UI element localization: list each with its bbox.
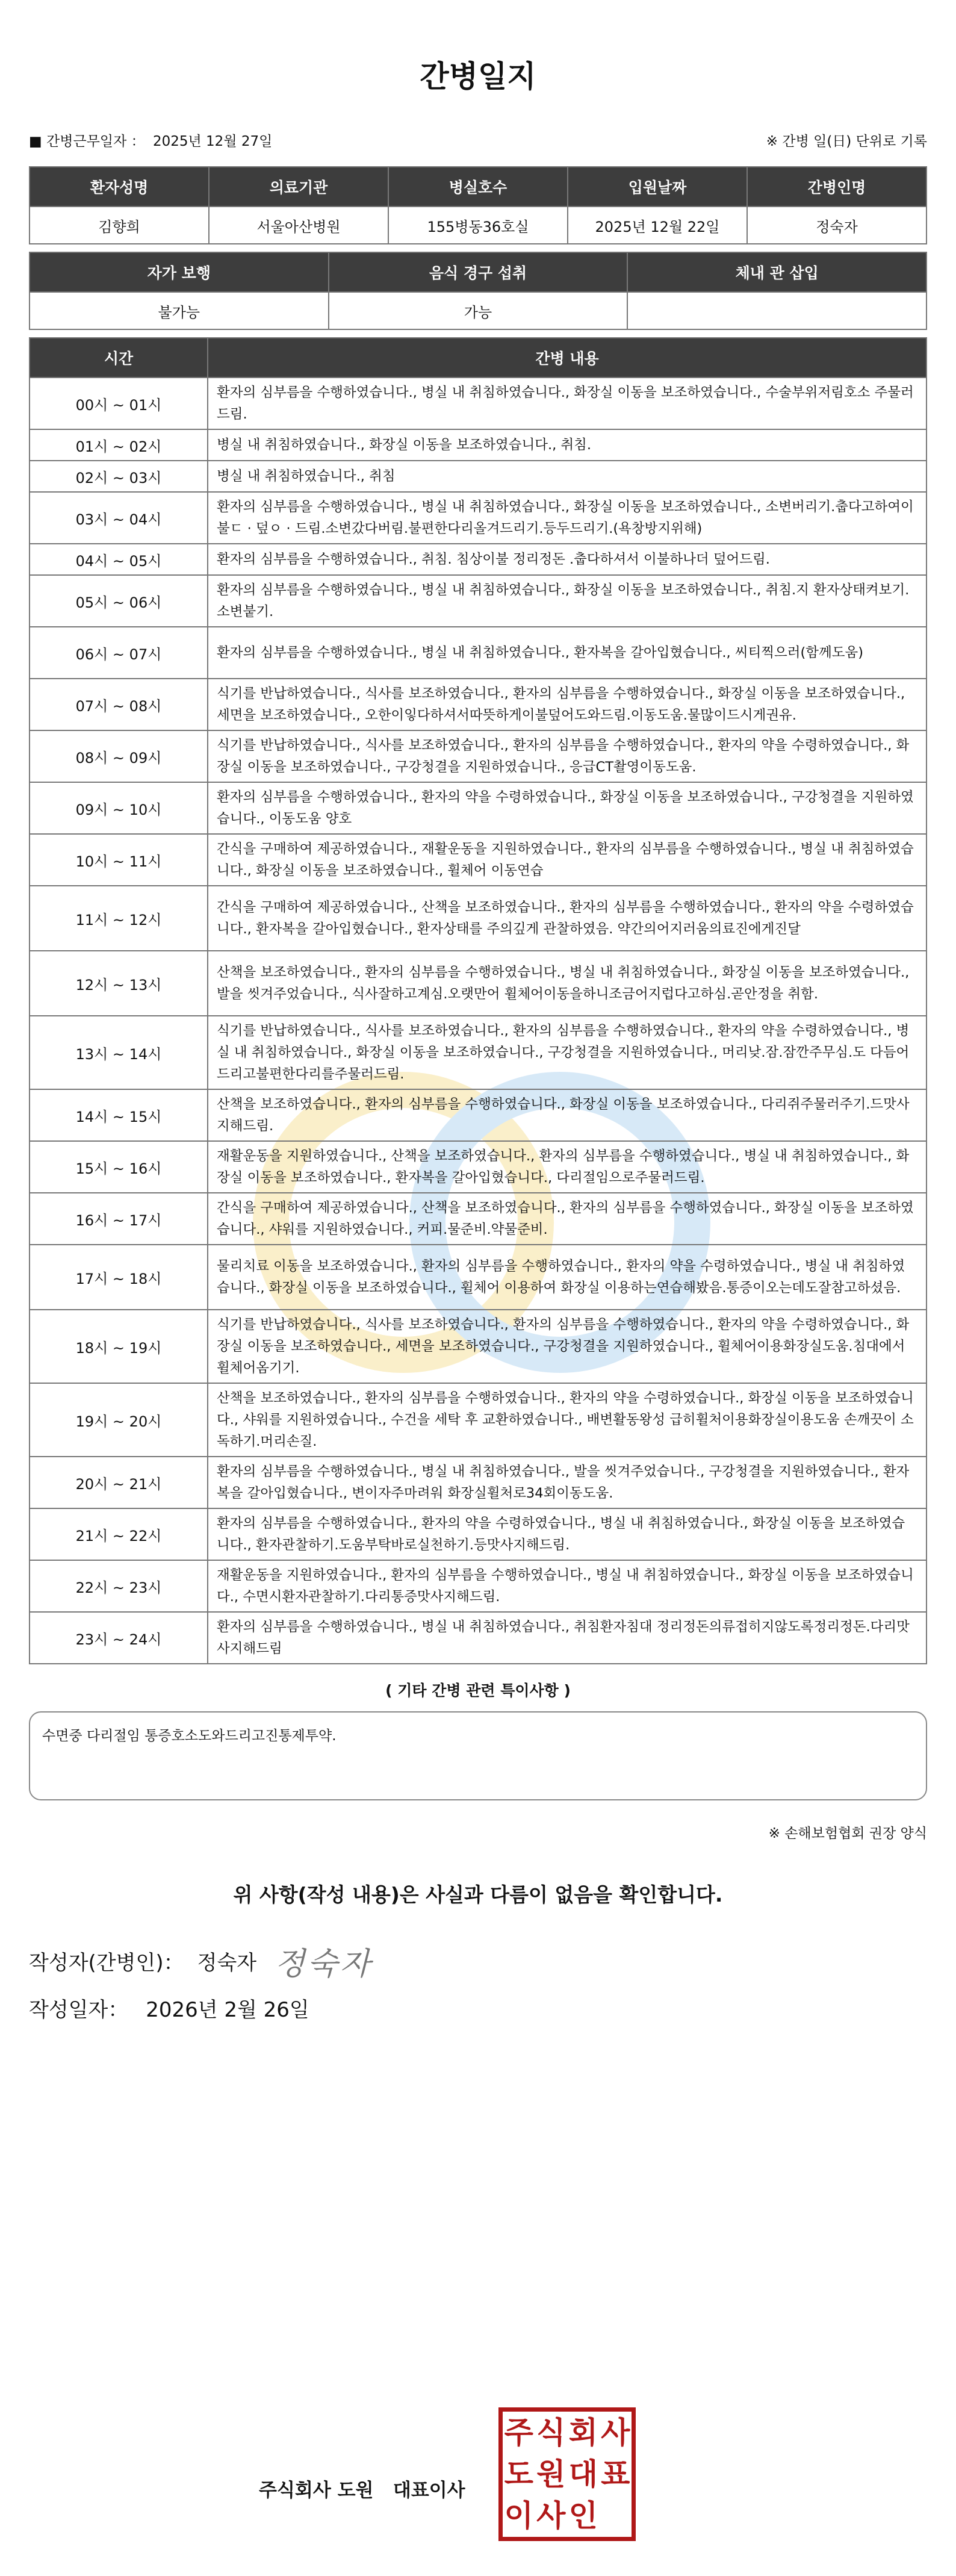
- log-content: 환자의 심부름을 수행하였습니다., 병실 내 취침하였습니다., 화장실 이동을 보조하였습니다., 수술부위저림호소 주물러드림.: [208, 378, 927, 429]
- log-row: [29, 429, 927, 461]
- log-time: 02시 ~ 03시: [29, 461, 208, 492]
- patient-header-4: 간병인명: [747, 167, 927, 207]
- log-time: 11시 ~ 12시: [29, 886, 208, 951]
- log-content: 환자의 심부름을 수행하였습니다., 취침. 침상이불 정리정돈 .춥다하셔서 이불하나더 덮어드림.: [208, 544, 927, 575]
- work-date: [29, 130, 276, 150]
- seal-char: 사: [601, 2415, 630, 2450]
- log-time: 00시 ~ 01시: [29, 378, 208, 429]
- log-row: [29, 1612, 927, 1664]
- log-time: 18시 ~ 19시: [29, 1310, 208, 1383]
- work-date-label: ■ 간병근무일자 ：: [29, 133, 145, 149]
- form-footnote: ※ 손해보험협회 권장 양식: [768, 1826, 927, 1841]
- log-time: 21시 ~ 22시: [29, 1508, 208, 1560]
- seal-char: 도: [504, 2456, 533, 2492]
- log-time: 13시 ~ 14시: [29, 1016, 208, 1089]
- log-row: [29, 1245, 927, 1310]
- ability-header-2: 체내 관 삽입: [627, 252, 927, 292]
- unit-note: ※ 간병 일(日) 단위로 기록: [766, 133, 927, 149]
- log-content: 환자의 심부름을 수행하였습니다., 환자의 약을 수령하였습니다., 화장실 이동을 보조하였습니다., 구강청결을 지원하였습니다., 이동도움 양호: [208, 782, 927, 834]
- writer-row: [29, 1943, 927, 1982]
- company-name: 주식회사 도원 대표이사: [259, 2480, 465, 2501]
- log-row: [29, 1016, 927, 1089]
- log-row: [29, 886, 927, 951]
- log-content: 환자의 심부름을 수행하였습니다., 병실 내 취침하였습니다., 화장실 이동을 보조하였습니다., 소변버리기.춥다고하여이불ㄷ ‧ 덮ㅇ ‧ 드림.소변갔다버림.불편한다리올겨드리기.등두드리기.(욕창방지위해): [208, 492, 927, 544]
- log-content: 환자의 심부름을 수행하였습니다., 병실 내 취침하였습니다., 취침환자침대 정리정돈의류접히지않도록정리정돈.다리맛사지해드림: [208, 1612, 927, 1664]
- seal-char: 원: [536, 2456, 566, 2492]
- log-row: [29, 461, 927, 492]
- log-content: 식기를 반납하였습니다., 식사를 보조하였습니다., 환자의 심부름을 수행하였습니다., 환자의 약을 수령하였습니다., 화장실 이동을 보조하였습니다., 구강청결을 지원하였습니다., 응급CT촬영이동도움.: [208, 730, 927, 782]
- log-time: 17시 ~ 18시: [29, 1245, 208, 1310]
- log-time: 12시 ~ 13시: [29, 951, 208, 1016]
- log-content: 환자의 심부름을 수행하였습니다., 환자의 약을 수령하였습니다., 병실 내 취침하였습니다., 화장실 이동을 보조하였습니다., 환자관찰하기.도움부탁바로실천하기.등맛사지해드림.: [208, 1508, 927, 1560]
- log-content: 간식을 구매하여 제공하였습니다., 산책을 보조하였습니다., 환자의 심부름을 수행하였습니다., 화장실 이동을 보조하였습니다., 샤워를 지원하였습니다., 커피.물준비.약물준비.: [208, 1193, 927, 1245]
- log-row: [29, 1193, 927, 1245]
- notes-text: 수면중 다리절임 통증호소도와드리고진통제투약.: [42, 1728, 337, 1744]
- ability-header-1: 음식 경구 섭취: [329, 252, 628, 292]
- seal-char: 이: [504, 2498, 533, 2534]
- patient-value-0: 김향희: [29, 207, 209, 244]
- log-content: 식기를 반납하였습니다., 식사를 보조하였습니다., 환자의 심부름을 수행하였습니다., 화장실 이동을 보조하였습니다., 세면을 보조하였습니다., 오한이잏다하셔서따뜻하게이불덮어도와드림.이동도움.물많이드시게권유.: [208, 679, 927, 730]
- log-row: [29, 1141, 927, 1193]
- written-date-label: 작성일자：: [29, 1998, 129, 2022]
- meta-row: [29, 129, 927, 151]
- log-row: [29, 1310, 927, 1383]
- log-time: 19시 ~ 20시: [29, 1383, 208, 1457]
- ability-value-1: 가능: [329, 292, 628, 329]
- confirmation-text: 위 사항(작성 내용)은 사실과 다름이 없음을 확인합니다.: [233, 1883, 723, 1906]
- patient-header-2: 병실호수: [388, 167, 568, 207]
- notes-title: ( 기타 간병 관련 특이사항 ): [385, 1682, 571, 1699]
- log-time: 23시 ~ 24시: [29, 1612, 208, 1664]
- work-date-value: 2025년 12월 27일: [152, 133, 273, 149]
- log-time: 16시 ~ 17시: [29, 1193, 208, 1245]
- writer-signature: 정숙자: [275, 1946, 373, 1982]
- log-content: 환자의 심부름을 수행하였습니다., 병실 내 취침하였습니다., 화장실 이동을 보조하였습니다., 취침.지 환자상태켜보기.소변붙기.: [208, 575, 927, 627]
- log-row: [29, 951, 927, 1016]
- log-time: 08시 ~ 09시: [29, 730, 208, 782]
- log-row: [29, 1089, 927, 1141]
- patient-value-4: 정숙자: [747, 207, 927, 244]
- notes-box: [29, 1711, 927, 1800]
- log-content: 재활운동을 지원하였습니다., 환자의 심부름을 수행하였습니다., 병실 내 취침하였습니다., 화장실 이동을 보조하였습니다., 수면시환자관찰하기.다리통증맛사지해드림.: [208, 1560, 927, 1612]
- log-time: 15시 ~ 16시: [29, 1141, 208, 1193]
- company-seal: [498, 2407, 636, 2541]
- writer-name: 정숙자: [197, 1950, 257, 1975]
- patient-header-1: 의료기관: [209, 167, 388, 207]
- seal-char: 표: [601, 2456, 630, 2492]
- log-content: 간식을 구매하여 제공하였습니다., 산책을 보조하였습니다., 환자의 심부름을 수행하였습니다., 환자의 약을 수령하였습니다., 환자복을 갈아입혔습니다., 환자상태를 주의깊게 관찰하였음. 약간의어지러움의료진에게진달: [208, 886, 927, 951]
- log-time: 14시 ~ 15시: [29, 1089, 208, 1141]
- written-date-value: 2026년 2월 26일: [146, 1998, 309, 2022]
- seal-char: 주: [504, 2415, 533, 2450]
- log-content: 산책을 보조하였습니다., 환자의 심부름을 수행하였습니다., 병실 내 취침하였습니다., 화장실 이동을 보조하였습니다., 발을 씻겨주었습니다., 식사잘하고계심.오랫만어 휠체어이동을하니조금어지럽다고하심.곧안정을 취함.: [208, 951, 927, 1016]
- seal-char: 식: [536, 2415, 566, 2450]
- log-content: 병실 내 취침하였습니다., 화장실 이동을 보조하였습니다., 취침.: [208, 429, 927, 461]
- log-content: 병실 내 취침하였습니다., 취침: [208, 461, 927, 492]
- page-title: 간병일지: [420, 59, 536, 94]
- log-time: 01시 ~ 02시: [29, 429, 208, 461]
- log-time: 10시 ~ 11시: [29, 834, 208, 886]
- seal-char: 대: [568, 2456, 598, 2492]
- log-time: 05시 ~ 06시: [29, 575, 208, 627]
- patient-header-0: 환자성명: [29, 167, 209, 207]
- log-row: [29, 1457, 927, 1508]
- log-content: 환자의 심부름을 수행하였습니다., 병실 내 취침하였습니다., 발을 씻겨주었습니다., 구강청결을 지원하였습니다., 환자복을 갈아입혔습니다., 변이자주마려워 화장실휠처로34회이동도움.: [208, 1457, 927, 1508]
- seal-char: 인: [568, 2498, 598, 2534]
- ability-value-2: [627, 292, 927, 329]
- log-time: 09시 ~ 10시: [29, 782, 208, 834]
- seal-char: 사: [536, 2498, 566, 2534]
- ability-value-0: 불가능: [29, 292, 329, 329]
- log-time: 07시 ~ 08시: [29, 679, 208, 730]
- log-row: [29, 834, 927, 886]
- log-row: [29, 492, 927, 544]
- patient-value-1: 서울아산병원: [209, 207, 388, 244]
- log-time: 04시 ~ 05시: [29, 544, 208, 575]
- log-row: [29, 627, 927, 679]
- seal-char: 회: [568, 2415, 598, 2450]
- log-content: 식기를 반납하였습니다., 식사를 보조하였습니다., 환자의 심부름을 수행하였습니다., 환자의 약을 수령하였습니다., 병실 내 취침하였습니다., 화장실 이동을 보조하였습니다., 구강청결을 지원하였습니다., 머리낮.잠.잠깐주무심.도 다듬어드리고불편한다리를주물러드림.: [208, 1016, 927, 1089]
- patient-table: [29, 166, 927, 244]
- log-row: [29, 679, 927, 730]
- log-header-time: 시간: [29, 338, 208, 378]
- log-row: [29, 1508, 927, 1560]
- written-date-row: [29, 1994, 927, 2026]
- log-time: 06시 ~ 07시: [29, 627, 208, 679]
- log-row: [29, 378, 927, 429]
- log-content: 산책을 보조하였습니다., 환자의 심부름을 수행하였습니다., 환자의 약을 수령하였습니다., 화장실 이동을 보조하였습니다., 샤워를 지원하였습니다., 수건을 세탁 후 교환하였습니다., 배변활동왕성 급히휠처이용화장실이용도움 손깨끗이 소독하기.머리손질.: [208, 1383, 927, 1457]
- log-time: 20시 ~ 21시: [29, 1457, 208, 1508]
- log-row: [29, 575, 927, 627]
- log-content: 산책을 보조하였습니다., 환자의 심부름을 수행하였습니다., 화장실 이동을 보조하였습니다., 다리쥐주물러주기.드맛사지해드림.: [208, 1089, 927, 1141]
- care-log-page: [29, 0, 927, 2026]
- log-time: 03시 ~ 04시: [29, 492, 208, 544]
- patient-value-2: 155병동36호실: [388, 207, 568, 244]
- log-header-content: 간병 내용: [208, 338, 927, 378]
- log-row: [29, 730, 927, 782]
- log-row: [29, 1560, 927, 1612]
- log-content: 간식을 구매하여 제공하였습니다., 재활운동을 지원하였습니다., 환자의 심부름을 수행하였습니다., 병실 내 취침하였습니다., 화장실 이동을 보조하였습니다., 휠체어 이동연습: [208, 834, 927, 886]
- log-row: [29, 544, 927, 575]
- log-row: [29, 1383, 927, 1457]
- log-content: 식기를 반납하였습니다., 식사를 보조하였습니다., 환자의 심부름을 수행하였습니다., 환자의 약을 수령하였습니다., 화장실 이동을 보조하였습니다., 세면을 보조하였습니다., 구강청결을 지원하였습니다., 휠체어이용화장실도움.침대에서휠체어옴기기.: [208, 1310, 927, 1383]
- log-time: 22시 ~ 23시: [29, 1560, 208, 1612]
- patient-header-3: 입원날짜: [568, 167, 747, 207]
- log-content: 재활운동을 지원하였습니다., 산책을 보조하였습니다., 환자의 심부름을 수행하였습니다., 병실 내 취침하였습니다., 화장실 이동을 보조하였습니다., 환자복을 갈아입혔습니다., 다리절임으로주물러드림.: [208, 1141, 927, 1193]
- writer-label: 작성자(간병인)：: [29, 1950, 184, 1975]
- patient-value-3: 2025년 12월 22일: [568, 207, 747, 244]
- log-row: [29, 782, 927, 834]
- log-content: 물리치료 이동을 보조하였습니다., 환자의 심부름을 수행하였습니다., 환자의 약을 수령하였습니다., 병실 내 취침하였습니다., 화장실 이동을 보조하였습니다., 휠체어 이용하여 화장실 이용하는연습해봤음.통증이오는데도잘참고하셨음.: [208, 1245, 927, 1310]
- log-content: 환자의 심부름을 수행하였습니다., 병실 내 취침하였습니다., 환자복을 갈아입혔습니다., 씨티찍으러(함께도움): [208, 627, 927, 679]
- ability-header-0: 자가 보행: [29, 252, 329, 292]
- care-log-table: [29, 337, 927, 1664]
- ability-table: [29, 252, 927, 330]
